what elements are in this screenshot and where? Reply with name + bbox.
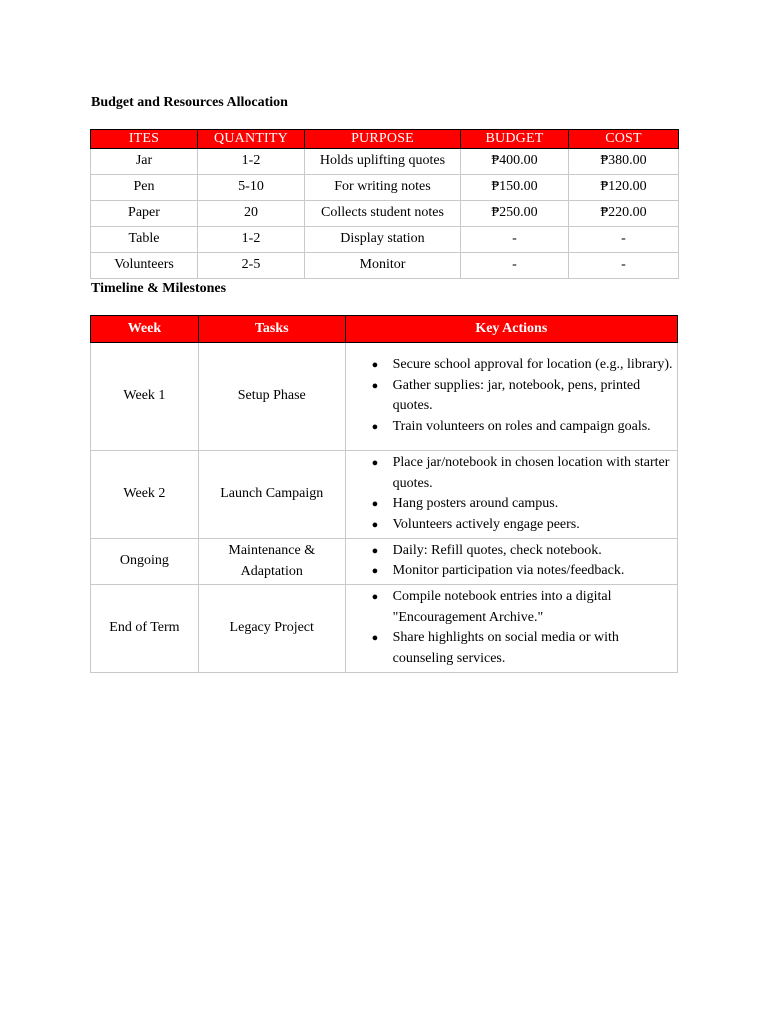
bullet-icon: ● xyxy=(371,591,379,603)
budget-header-cell: ITES xyxy=(91,130,198,149)
actions-list xyxy=(350,587,673,669)
table-row xyxy=(91,253,679,279)
list-item xyxy=(350,355,673,376)
timeline-header-row xyxy=(91,316,678,343)
budget-quantity-cell: 5-10 xyxy=(198,175,305,201)
timeline-week-cell: Week 1 xyxy=(91,343,199,451)
timeline-task-cell: Setup Phase xyxy=(198,343,345,451)
budget-budget-cell: - xyxy=(461,253,569,279)
budget-quantity-cell: 2-5 xyxy=(198,253,305,279)
budget-header-cell: BUDGET xyxy=(461,130,569,149)
action-text: Monitor participation via notes/feedback. xyxy=(392,563,625,578)
budget-purpose-cell: Collects student notes xyxy=(305,201,461,227)
timeline-task-cell: Maintenance & Adaptation xyxy=(198,539,345,585)
budget-purpose-cell: Display station xyxy=(305,227,461,253)
timeline-week-cell: End of Term xyxy=(91,585,199,673)
action-text: Hang posters around campus. xyxy=(392,496,559,511)
actions-list xyxy=(350,453,673,535)
bullet-icon: ● xyxy=(371,544,379,557)
bullet-icon: ● xyxy=(371,565,379,577)
timeline-header-cell: Tasks xyxy=(198,316,345,343)
budget-budget-cell: - xyxy=(461,227,569,253)
budget-cost-cell: ₱380.00 xyxy=(569,149,679,175)
budget-cost-cell: ₱120.00 xyxy=(569,175,679,201)
list-item xyxy=(350,628,673,669)
list-item xyxy=(350,494,673,515)
actions-list xyxy=(350,355,673,437)
budget-item-cell: Table xyxy=(91,227,198,253)
timeline-header-cell: Key Actions xyxy=(345,316,677,343)
action-text: Place jar/notebook in chosen location with starter quotes. xyxy=(392,455,670,491)
table-row xyxy=(91,343,678,451)
table-row xyxy=(91,451,678,539)
budget-item-cell: Paper xyxy=(91,201,198,227)
bullet-icon: ● xyxy=(371,359,379,371)
budget-item-cell: Volunteers xyxy=(91,253,198,279)
actions-list xyxy=(350,541,673,582)
action-text: Share highlights on social media or with counseling services. xyxy=(392,630,619,666)
action-text: Secure school approval for location (e.g., library). xyxy=(392,357,673,372)
list-item xyxy=(350,541,673,562)
action-text: Volunteers actively engage peers. xyxy=(392,516,580,532)
budget-budget-cell: ₱250.00 xyxy=(461,201,569,227)
action-text: Daily: Refill quotes, check notebook. xyxy=(392,542,602,558)
timeline-week-cell: Ongoing xyxy=(91,539,199,585)
timeline-section-title: Timeline & Milestones xyxy=(91,281,227,296)
table-row xyxy=(91,227,679,253)
timeline-week-cell: Week 2 xyxy=(91,451,199,539)
budget-header-row xyxy=(91,130,679,149)
timeline-task-cell: Legacy Project xyxy=(198,585,345,673)
bullet-icon: ● xyxy=(371,457,379,469)
budget-cost-cell: - xyxy=(569,227,679,253)
budget-section-title: Budget and Resources Allocation xyxy=(91,95,288,110)
bullet-icon: ● xyxy=(371,379,379,392)
list-item xyxy=(350,515,673,536)
bullet-icon: ● xyxy=(371,632,379,644)
list-item xyxy=(350,417,673,438)
list-item xyxy=(350,561,673,582)
table-row xyxy=(91,539,678,585)
budget-item-cell: Jar xyxy=(91,149,198,175)
bullet-icon: ● xyxy=(371,518,379,531)
timeline-actions-cell xyxy=(345,343,677,451)
table-row xyxy=(91,149,679,175)
budget-header-cell: COST xyxy=(569,130,679,149)
timeline-task-cell: Launch Campaign xyxy=(198,451,345,539)
budget-purpose-cell: Monitor xyxy=(305,253,461,279)
bullet-icon: ● xyxy=(371,498,379,510)
budget-purpose-cell: Holds uplifting quotes xyxy=(305,149,461,175)
budget-header-cell: QUANTITY xyxy=(198,130,305,149)
budget-item-cell: Pen xyxy=(91,175,198,201)
budget-budget-cell: ₱400.00 xyxy=(461,149,569,175)
timeline-actions-cell xyxy=(345,451,677,539)
list-item xyxy=(350,376,673,417)
budget-cost-cell: - xyxy=(569,253,679,279)
list-item xyxy=(350,453,673,494)
action-text: Gather supplies: jar, notebook, pens, printed quotes. xyxy=(392,377,641,413)
timeline-table xyxy=(90,315,678,673)
action-text: Train volunteers on roles and campaign goals. xyxy=(392,418,651,434)
table-row xyxy=(91,175,679,201)
table-row xyxy=(91,201,679,227)
budget-quantity-cell: 1-2 xyxy=(198,149,305,175)
budget-header-cell: PURPOSE xyxy=(305,130,461,149)
budget-cost-cell: ₱220.00 xyxy=(569,201,679,227)
budget-table xyxy=(90,129,679,279)
timeline-header-cell: Week xyxy=(91,316,199,343)
budget-quantity-cell: 1-2 xyxy=(198,227,305,253)
bullet-icon: ● xyxy=(371,420,379,433)
list-item xyxy=(350,587,673,628)
budget-quantity-cell: 20 xyxy=(198,201,305,227)
timeline-actions-cell xyxy=(345,585,677,673)
budget-purpose-cell: For writing notes xyxy=(305,175,461,201)
timeline-actions-cell xyxy=(345,539,677,585)
action-text: Compile notebook entries into a digital "Encouragement Archive." xyxy=(392,589,612,625)
table-row xyxy=(91,585,678,673)
budget-budget-cell: ₱150.00 xyxy=(461,175,569,201)
